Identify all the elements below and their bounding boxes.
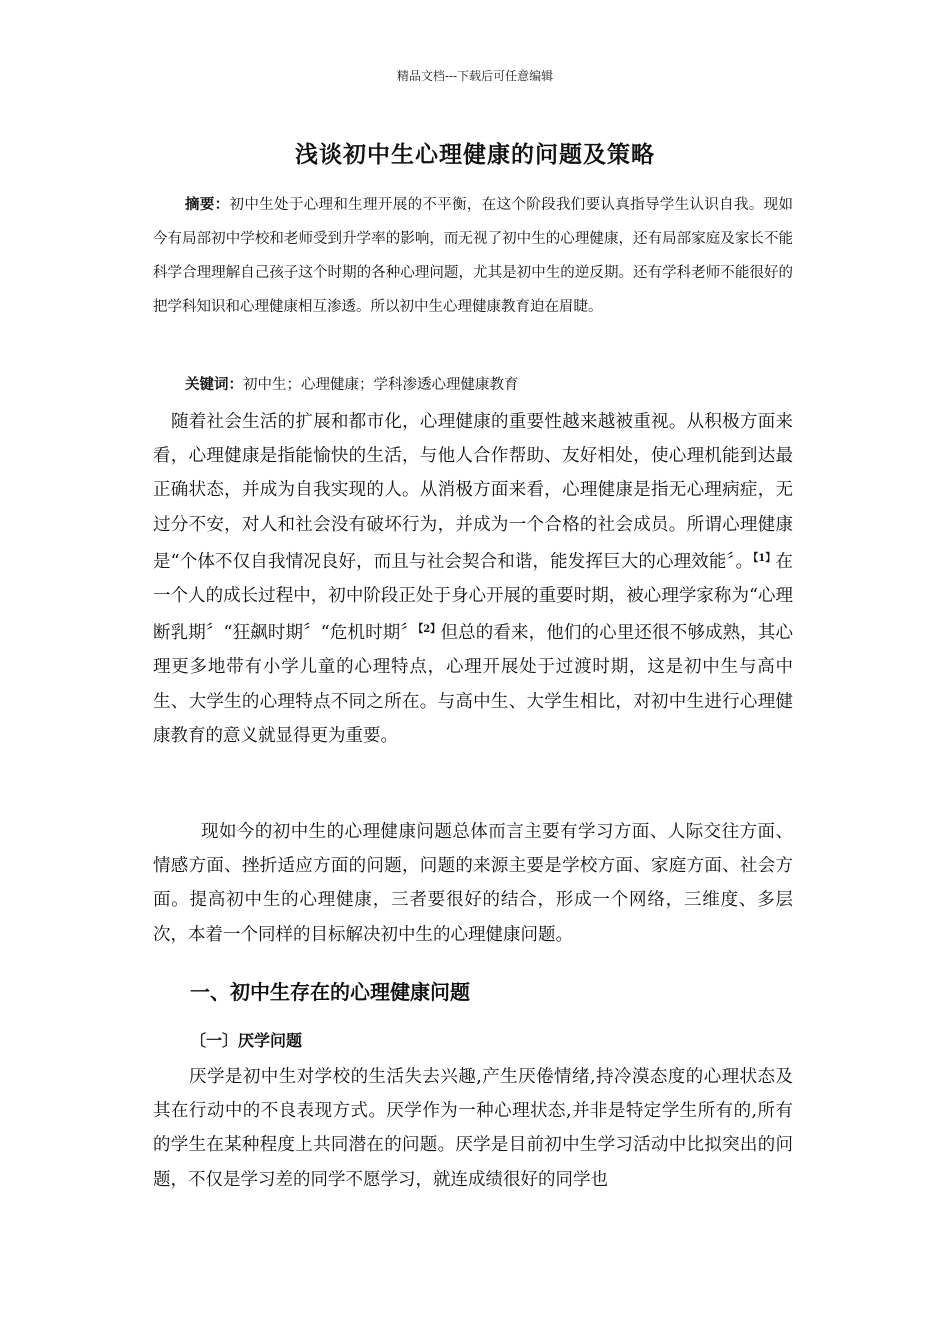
paragraph-1-part-1: 随着社会生活的扩展和都市化，心理健康的重要性越来越被重视。从积极方面来看，心理健康是指能愉快的生活，与他人合作帮助、友好相处，使心理机能到达最正确状态，并成为自我实现的人。从消极方面来看，心理健康是指无心理病症，无过分不安，对人和社会没有破坏行为，并成为一个合格的社会成员。所谓心理健康是“个体不仅自我情况良好，而且与社会契合和谐，能发挥巨大的心理效能〞。 bbox=[153, 412, 793, 572]
abstract-text: 初中生处于心理和生理开展的不平衡，在这个阶段我们要认真指导学生认识自我。现如今有局部初中学校和老师受到升学率的影响，而无视了初中生的心理健康，还有局部家庭及家长不能科学合理理解自己孩子这个时期的各种心理问题，尤其是初中生的逆反期。还有学科老师不能很好的把学科知识和心理健康相互渗透。所以初中生心理健康教育迫在眉睫。 bbox=[153, 197, 793, 315]
paragraph-1-part-3: 但总的看来，他们的心里还很不够成熟，其心理更多地带有小学儿童的心理特点，心理开展处于过渡时期，这是初中生与高中生、大学生的心理特点不同之所在。与高中生、大学生相比，对初中生进行心理健康教育的意义就显得更为重要。 bbox=[153, 623, 793, 746]
keywords-label: 关键词： bbox=[185, 376, 243, 393]
page-header: 精品文档---下载后可任意编辑 bbox=[396, 69, 554, 83]
document-title: 浅谈初中生心理健康的问题及策略 bbox=[295, 141, 655, 168]
body-paragraph-2: 现如今的初中生的心理健康问题总体而言主要有学习方面、人际交往方面、情感方面、挫折适应方面的问题，问题的来源主要是学校方面、家庭方面、社会方面。提高初中生的心理健康，三者要很好的结合，形成一个网络，三维度、多层次，本着一个同样的目标解决初中生的心理健康问题。 bbox=[153, 822, 793, 945]
keywords-text: 初中生；心理健康；学科渗透心理健康教育 bbox=[243, 377, 519, 393]
abstract-label: 摘要： bbox=[185, 196, 230, 213]
abstract bbox=[153, 188, 793, 324]
body-paragraph-1 bbox=[153, 405, 793, 753]
keywords bbox=[185, 372, 805, 398]
citation-1: 【1】 bbox=[753, 552, 776, 564]
paragraph-1-part-2: 在一个人的成长过程中，初中阶段正处于身心开展的重要时期，被心理学家称为“心理断乳期〞“狂飙时期〞“危机时期〞 bbox=[153, 551, 793, 644]
section-heading-1: 一、初中生存在的心理健康问题 bbox=[190, 980, 470, 1004]
citation-2: 【2】 bbox=[418, 624, 441, 636]
body-paragraph-3: 厌学是初中生对学校的生活失去兴趣,产生厌倦情绪,持冷漠态度的心理状态及其在行动中的不良表现方式。厌学作为一种心理状态,并非是特定学生所有的,所有的学生在某种程度上共同潜在的问题。厌学是目前初中生学习活动中比拟突出的问题，不仅是学习差的同学不愿学习，就连成绩很好的同学也 bbox=[153, 1067, 793, 1190]
subsection-heading-1: 〔一〕厌学问题 bbox=[190, 1031, 303, 1050]
